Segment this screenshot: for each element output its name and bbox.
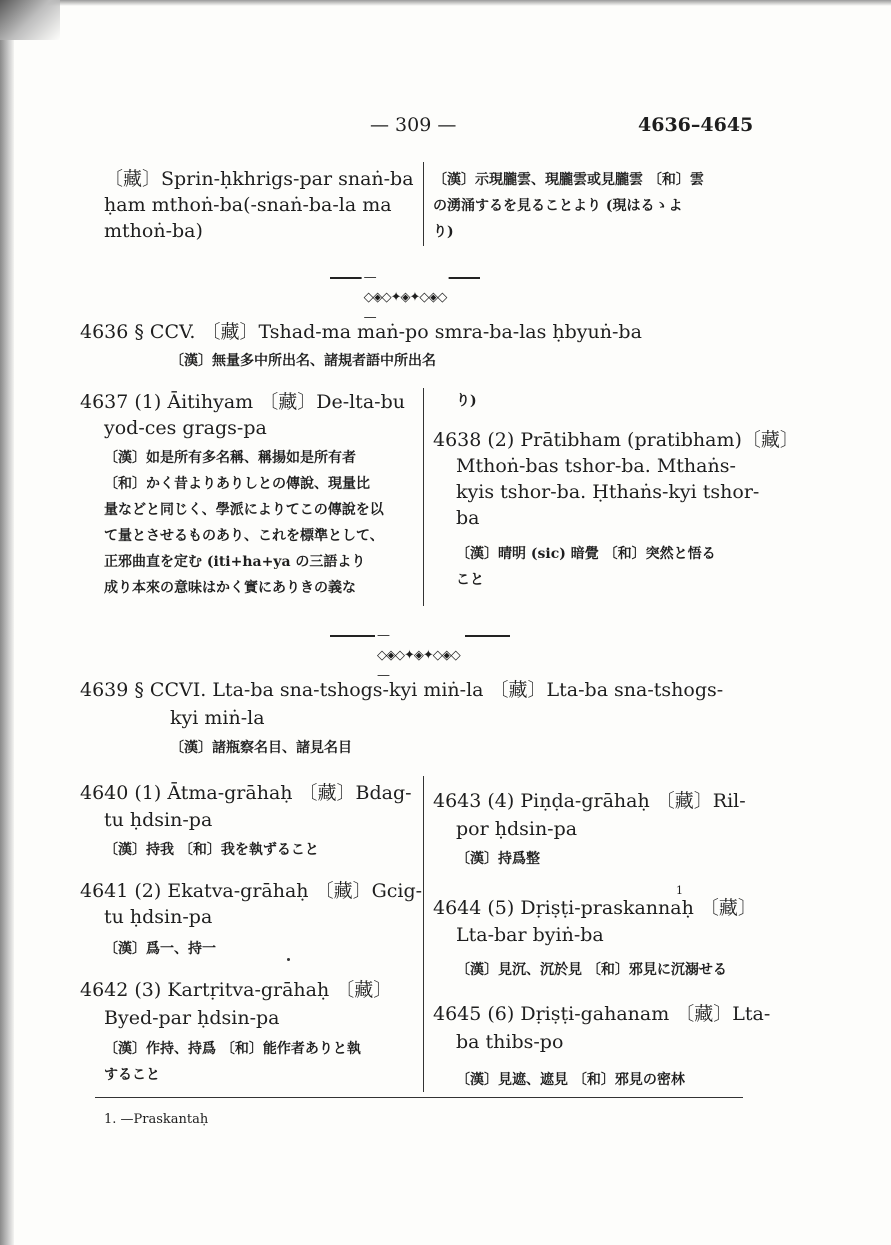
- ornament-divider: [330, 268, 480, 325]
- section-4639-heading-2: kyi miṅ-la: [170, 707, 265, 729]
- section-4639-chinese: 〔漢〕諸瓶察名目、諸見名目: [170, 740, 352, 756]
- speck: [287, 958, 290, 961]
- entry-4645-line-2: ba thibs-po: [456, 1031, 564, 1053]
- footnote-marker: 1: [676, 884, 683, 897]
- entry-4637-line-1: 4637 (1) Āitihyam 〔藏〕De-lta-bu: [80, 391, 405, 413]
- ornament-divider-2: [330, 626, 510, 683]
- entry-4644-cn: 〔漢〕見沉、沉於見 〔和〕邪見に沉溺せる: [456, 962, 727, 978]
- top-right-line-2: の湧涌するを見ることより (現はるゝよ: [433, 198, 683, 214]
- entry-4638-line-2: Mthoṅ-bas tshor-ba. Mthaṅs-: [456, 455, 736, 477]
- column-divider-middle: [423, 388, 424, 606]
- entry-4642-cn-2: すること: [104, 1067, 160, 1083]
- entry-4640-line-1: 4640 (1) Ātma-grāhaḥ 〔藏〕Bdag-: [80, 782, 412, 804]
- entry-4638-cn-2: こと: [456, 572, 484, 588]
- entry-4638-line-3: kyis tshor-ba. Ḥthaṅs-kyi tshor-: [456, 481, 760, 503]
- entry-4643-line-2: por ḥdsin-pa: [456, 818, 578, 840]
- top-left-line-2: ḥam mthoṅ-ba(-snaṅ-ba-la ma: [104, 194, 392, 216]
- footnote: 1. —Praskantaḥ: [104, 1112, 209, 1127]
- column-divider-bottom: [423, 776, 424, 1092]
- entry-4637-cn-5: 正邪曲直を定む (iti+ha+ya の三語より: [104, 554, 366, 570]
- entry-4640-cn: 〔漢〕持我 〔和〕我を執ずること: [104, 842, 319, 858]
- entry-4637-cn-6: 成り本來の意味はかく實にありきの義な: [104, 580, 356, 596]
- entry-4638-line-4: ba: [456, 507, 480, 529]
- entry-4637-cn-2: 〔和〕かく昔よりありしとの傳說、現量比: [104, 476, 370, 492]
- entry-4641-line-1: 4641 (2) Ekatva-grāhaḥ 〔藏〕Gcig-: [80, 880, 423, 902]
- column-divider-top: [423, 162, 424, 246]
- footnote-rule: [95, 1097, 743, 1098]
- entry-4642-cn-1: 〔漢〕作持、持爲 〔和〕能作者ありと執: [104, 1041, 361, 1057]
- entry-4637-cn-4: て量とさせるものあり、これを標準として、: [104, 528, 384, 544]
- scan-top-edge: [0, 0, 891, 6]
- entry-4643-cn: 〔漢〕持爲整: [456, 851, 540, 867]
- entry-4642-line-2: Byed-par ḥdsin-pa: [104, 1007, 280, 1029]
- section-4639-heading: 4639 § CCVI. Lta-ba sna-tshogs-kyi miṅ-la 〔藏〕Lta-ba sna-tshogs-: [80, 679, 724, 701]
- entry-4643-line-1: 4643 (4) Piṇḍa-grāhaḥ 〔藏〕Ril-: [433, 790, 746, 812]
- scan-corner-shadow: [0, 0, 60, 40]
- entry-4645-cn: 〔漢〕見遮、遮見 〔和〕邪見の密林: [456, 1072, 685, 1088]
- top-left-line-3: mthoṅ-ba): [104, 220, 203, 242]
- entry-range: 4636–4645: [638, 114, 754, 136]
- entry-4638-cn-1: 〔漢〕晴明 (sic) 暗覺 〔和〕突然と悟る: [456, 546, 716, 562]
- ornament-glyph: —◇◈◇✦◈✦◇◈◇—: [362, 268, 449, 328]
- top-right-line-1: 〔漢〕示現朧雲、現朧雲或見朧雲 〔和〕雲: [433, 172, 704, 188]
- entry-4645-line-1: 4645 (6) Dṛiṣṭi-gahanam 〔藏〕Lta-: [433, 1003, 771, 1025]
- section-4636-chinese: 〔漢〕無量多中所出名、諸規者語中所出名: [170, 353, 436, 369]
- entry-4637-line-2: yod-ces grags-pa: [104, 417, 267, 439]
- entry-4638-line-1: 4638 (2) Prātibham (pratibham)〔藏〕: [433, 429, 799, 451]
- top-left-line-1: 〔藏〕Sprin-ḥkhrigs-par snaṅ-ba: [104, 168, 414, 190]
- entry-4637-continuation: り): [456, 393, 477, 409]
- scan-left-edge: [0, 0, 14, 1245]
- ornament-glyph-2: —◇◈◇✦◈✦◇◈◇—: [375, 626, 465, 686]
- entry-4644-line-1: 4644 (5) Dṛiṣṭi-praskannaḥ 〔藏〕: [433, 897, 757, 919]
- entry-4642-line-1: 4642 (3) Kartṛitva-grāhaḥ 〔藏〕: [80, 979, 393, 1001]
- entry-4644-line-2: Lta-bar byiṅ-ba: [456, 924, 604, 946]
- entry-4637-cn-3: 量などと同じく、學派によりてこの傳說を以: [104, 502, 384, 518]
- entry-4637-cn-1: 〔漢〕如是所有多名稱、稱揚如是所有者: [104, 450, 356, 466]
- entry-4641-line-2: tu ḥdsin-pa: [104, 906, 213, 928]
- entry-4641-cn: 〔漢〕爲一、持一: [104, 941, 216, 957]
- section-4636-heading: 4636 § CCV. 〔藏〕Tshad-ma maṅ-po smra-ba-las ḥbyuṅ-ba: [80, 321, 642, 343]
- top-right-line-3: り): [433, 224, 454, 240]
- entry-4640-line-2: tu ḥdsin-pa: [104, 809, 213, 831]
- page-number: — 309 —: [370, 114, 457, 136]
